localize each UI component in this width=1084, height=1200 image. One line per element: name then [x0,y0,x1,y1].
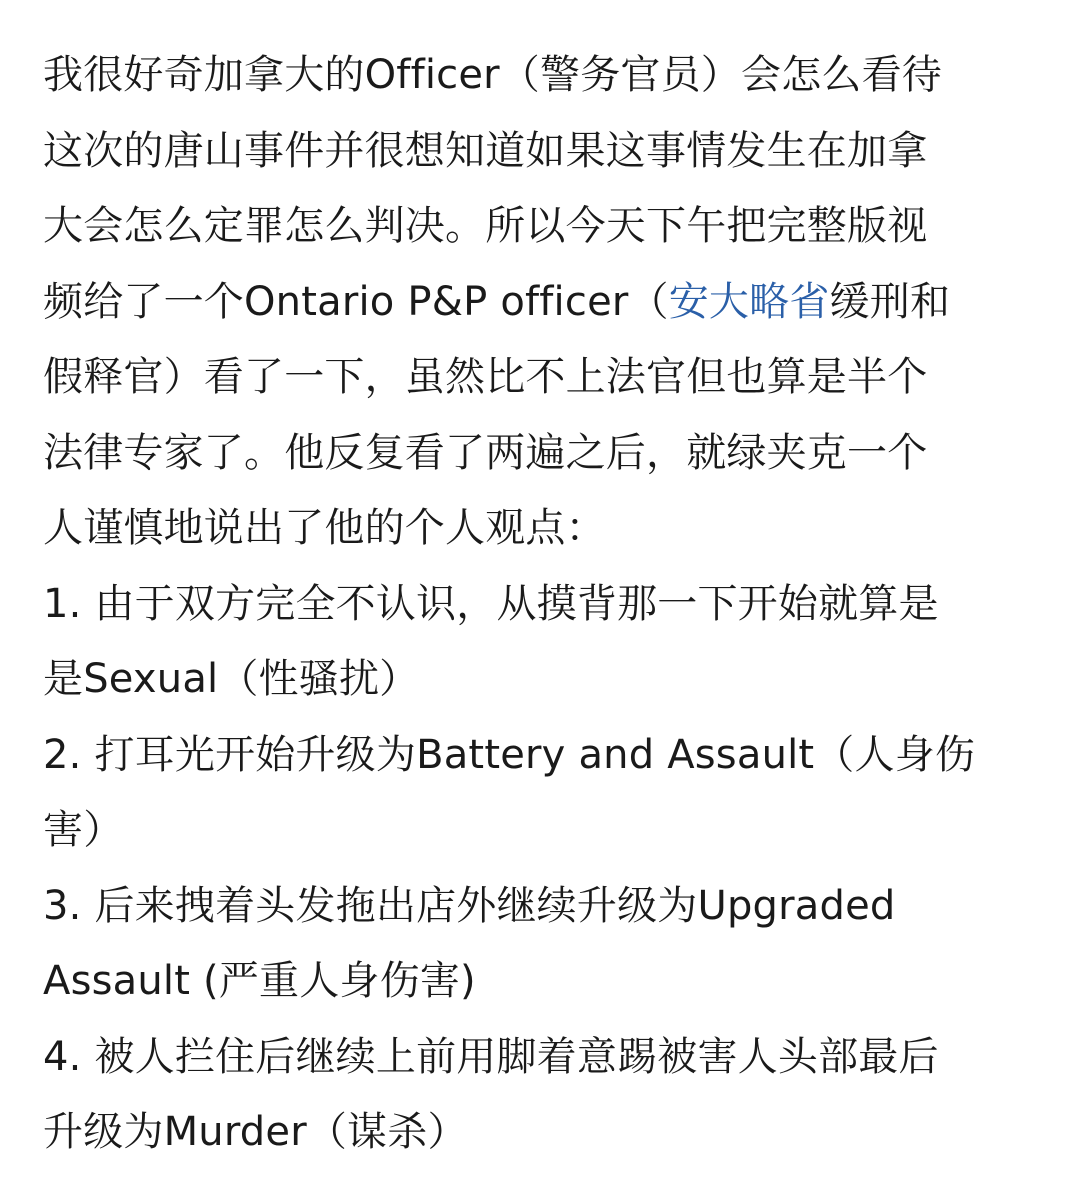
list-item [43,567,1043,718]
intro-line: 这次的唐山事件并很想知道如果这事情发生在加拿 [43,127,928,174]
intro-line: 假释官）看了一下，虽然比不上法官但也算是半个 [43,354,928,400]
ontario-link[interactable]: 安大略省 [668,278,830,325]
point-1-line: 1. 由于双方完全不认识，从摸背那一下开始就算是 [43,580,939,627]
point-2-line: 2. 打耳光开始升级为Battery and Assault（人身伤 [43,731,976,778]
intro-line: 大会怎么定罪怎么判决。所以今天下午把完整版视 [43,203,928,249]
point-2-line: 害） [43,807,124,853]
intro-line: 人谨慎地说出了他的个人观点： [43,505,606,551]
point-1-line: 是Sexual（性骚扰） [43,656,420,702]
intro-line: 我很好奇加拿大的Officer（警务官员）会怎么看待 [43,52,943,98]
list-item [43,718,1043,869]
point-3-line: Assault (严重人身伤害) [43,958,476,1004]
intro-line: 法律专家了。他反复看了两遍之后，就绿夹克一个 [43,429,928,476]
list-item [43,869,1043,1020]
point-3-line: 3. 后来拽着头发拖出店外继续升级为Upgraded [43,882,896,929]
list-item [43,1020,1043,1171]
intro-text: 频给了一个Ontario P&P officer（ [43,278,669,325]
intro-text: 缓刑和 [829,278,951,325]
point-4-line: 4. 被人拦住后继续上前用脚着意踢被害人头部最后 [43,1033,939,1080]
point-4-line: 升级为Murder（谋杀） [43,1109,468,1155]
intro-paragraph [43,38,1043,567]
intro-line-with-link [43,265,1043,341]
point-list [43,567,1043,1171]
post-body [43,38,1043,1171]
